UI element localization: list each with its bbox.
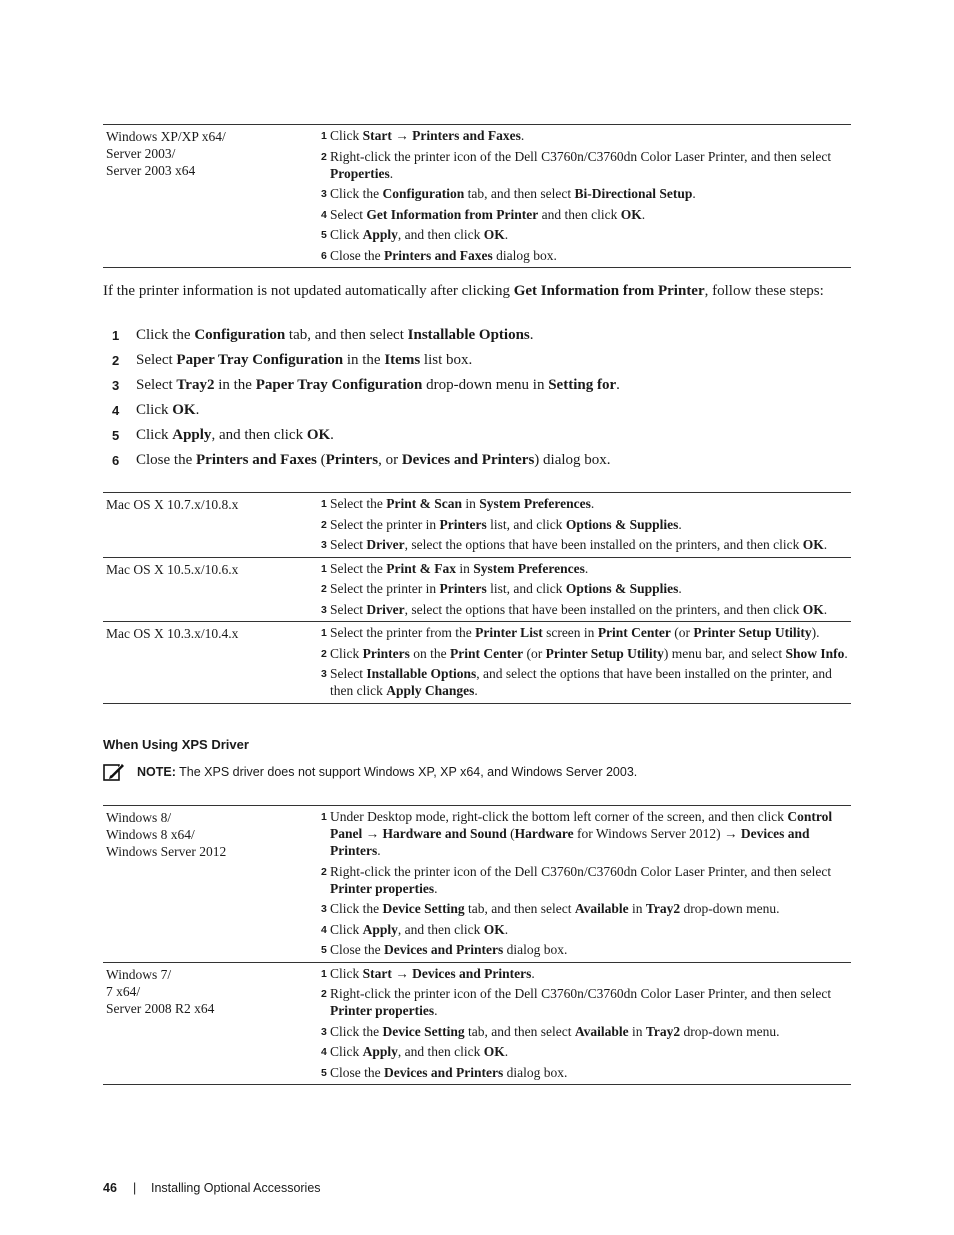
step-number: 4	[321, 923, 327, 936]
page-number: 46	[103, 1181, 117, 1195]
step-number: 1	[112, 328, 120, 343]
table-step: 2 Click Printers on the Print Center (or Printer Setup Utility) menu bar, and select Show Info.	[321, 645, 848, 661]
step-text: Click the Configuration tab, and then select Installable Options.	[136, 327, 534, 343]
step-number: 5	[321, 1066, 327, 1079]
os-row	[103, 557, 851, 622]
bold-term: Print Center	[597, 625, 671, 640]
bold-term: Printer List	[475, 625, 543, 640]
bold-term: Printers	[362, 645, 410, 661]
bold-term: Devices and Printers	[384, 1064, 504, 1080]
table-step: 3 Select Driver, select the options that have been installed on the printers, and then click OK.	[321, 601, 828, 617]
os-row	[103, 622, 851, 704]
step-number: 1	[321, 130, 327, 142]
step-item	[103, 351, 843, 376]
os-version: Mac OS X 10.5.x/10.6.x	[106, 561, 239, 577]
bold-term: Hardware and Sound	[382, 826, 507, 841]
step-number: 3	[321, 603, 327, 616]
note-text: The XPS driver does not support Windows XP, XP x64, and Windows Server 2003.	[175, 765, 638, 779]
bold-term: Devices and Printers	[401, 452, 535, 468]
bold-term: Bi-Directional Setup	[574, 186, 693, 201]
table-step: 3 Select Driver, select the options that have been installed on the printers, and then click OK.	[321, 537, 828, 552]
os-steps	[319, 125, 851, 268]
bold-term: Configuration	[194, 327, 286, 343]
bold-term: Start	[362, 128, 392, 143]
step-item	[103, 401, 843, 426]
table-step: 2 Select the printer in Printers list, and click Options & Supplies.	[321, 581, 682, 596]
bold-term: Options & Supplies	[565, 516, 679, 532]
bold-term: Get Information from Printer	[513, 283, 705, 299]
bold-term: Hardware	[514, 826, 574, 841]
os-steps	[319, 557, 851, 622]
table-step: 5 Close the Devices and Printers dialog box.	[321, 1064, 568, 1080]
bold-term: Apply	[172, 427, 212, 443]
bold-term: Available	[574, 901, 629, 916]
table-step: 4 Click Apply, and then click OK.	[321, 1044, 509, 1059]
step-number: 1	[321, 811, 327, 823]
step-text: Select Paper Tray Configuration in the Items list box.	[136, 352, 473, 368]
bold-term: Device Setting	[382, 901, 465, 916]
step-number: 5	[112, 428, 120, 443]
table-step: 3 Select Installable Options, and select the options that have been installed on the printer, and then click Apply Changes.	[321, 666, 832, 698]
step-text: Click OK.	[136, 402, 200, 418]
step-text: Select Tray2 in the Paper Tray Configuration drop-down menu in Setting for.	[136, 377, 620, 393]
bold-term: Configuration	[382, 186, 465, 201]
table-step: 1 Select the printer from the Printer List screen in Print Center (or Printer Setup Utility).	[321, 625, 820, 640]
bold-term: Driver	[366, 537, 405, 552]
table-step: 4 Select Get Information from Printer and then click OK.	[321, 206, 646, 222]
bold-term: Printer properties	[330, 1003, 435, 1018]
step-number: 3	[112, 378, 120, 393]
table-step: 5 Click Apply, and then click OK.	[321, 227, 509, 242]
table-step: 3 Click the Configuration tab, and then select Bi-Directional Setup.	[321, 186, 696, 201]
step-number: 2	[321, 518, 327, 531]
bold-term: Apply	[362, 1044, 398, 1059]
step-number: 1	[321, 967, 327, 980]
bold-term: Printers	[439, 516, 487, 532]
main-steps-list	[103, 326, 843, 476]
bold-term: Apply	[362, 921, 398, 937]
os-version: Windows XP/XP x64/ Server 2003/ Server 2003 x64	[106, 129, 226, 178]
bold-term: Properties	[330, 165, 390, 181]
bold-term: Driver	[366, 601, 405, 617]
bold-term: OK	[306, 427, 331, 443]
bold-term: Printer Setup Utility	[545, 645, 664, 661]
bold-term: OK	[172, 402, 196, 418]
bold-term: Print Center	[449, 645, 524, 661]
step-number: 3	[321, 668, 327, 680]
step-number: 3	[321, 903, 327, 915]
bold-term: OK	[483, 921, 505, 937]
step-number: 4	[321, 208, 327, 221]
table-step: 6 Close the Printers and Faxes dialog box.	[321, 247, 557, 263]
table-step: 2 Right-click the printer icon of the Dell C3760n/C3760dn Color Laser Printer, and then select Printer properties.	[321, 863, 832, 896]
step-number: 2	[321, 865, 327, 878]
bold-term: Devices and Printers	[412, 965, 532, 981]
os-row	[103, 962, 851, 1085]
step-item	[103, 376, 843, 401]
bold-term: Tray2	[176, 377, 215, 393]
step-number: 1	[321, 498, 327, 510]
step-number: 2	[112, 353, 120, 368]
step-text: Close the Printers and Faxes (Printers, or Devices and Printers) dialog box.	[136, 452, 611, 468]
os-version: Mac OS X 10.3.x/10.4.x	[106, 626, 239, 641]
step-number: 3	[321, 539, 327, 551]
bold-term: Apply Changes	[386, 683, 475, 698]
bold-term: Paper Tray Configuration	[176, 352, 344, 368]
intro-paragraph: If the printer information is not updated automatically after clicking Get Information from Printer, follow these steps:	[103, 283, 824, 299]
table-step: 1 Select the Print & Scan in System Preferences.	[321, 496, 595, 511]
step-number: 4	[321, 1046, 327, 1058]
bold-term: Tray2	[645, 1023, 681, 1039]
bold-term: Printers	[439, 581, 487, 596]
bold-term: Devices and Printers	[330, 826, 810, 858]
table-step: 4 Click Apply, and then click OK.	[321, 921, 509, 937]
mac-os-table	[103, 492, 851, 704]
bold-term: Print & Scan	[386, 496, 462, 511]
step-number: 3	[321, 1025, 327, 1038]
os-version: Windows 8/ Windows 8 x64/ Windows Server 2012	[106, 810, 227, 859]
table-step: 3 Click the Device Setting tab, and then select Available in Tray2 drop-down menu.	[321, 901, 780, 916]
note-pencil-icon	[103, 762, 125, 782]
step-number: 1	[321, 562, 327, 575]
bold-term: Options & Supplies	[565, 581, 679, 596]
os-steps	[319, 962, 851, 1085]
windows-xps-table	[103, 805, 851, 1085]
os-version: Mac OS X 10.7.x/10.8.x	[106, 497, 239, 512]
table-step: 2 Right-click the printer icon of the Dell C3760n/C3760dn Color Laser Printer, and then select Properties.	[321, 148, 832, 181]
bold-term: Device Setting	[382, 1023, 465, 1039]
os-row	[103, 806, 851, 963]
bold-term: OK	[802, 601, 824, 617]
step-number: 4	[112, 403, 120, 418]
bold-term: System Preferences	[479, 496, 591, 511]
step-number: 5	[321, 229, 327, 241]
bold-term: Start	[362, 965, 392, 981]
bold-term: Paper Tray Configuration	[255, 377, 423, 393]
table-step: 1 Select the Print & Fax in System Preferences.	[321, 560, 589, 576]
bold-term: Print & Fax	[386, 560, 456, 576]
step-number: 1	[321, 627, 327, 639]
step-number: 3	[321, 188, 327, 200]
step-number: 6	[321, 249, 327, 262]
step-number: 2	[321, 150, 327, 163]
step-item	[103, 426, 843, 451]
bold-term: Printers and Faxes	[384, 247, 493, 263]
bold-term: Available	[574, 1023, 629, 1039]
bold-term: Devices and Printers	[384, 942, 504, 957]
bold-term: Control Panel	[330, 809, 833, 841]
bold-term: Show Info	[785, 645, 845, 661]
step-number: 2	[321, 988, 327, 1000]
bold-term: Printers and Faxes	[412, 128, 521, 143]
table-step: 2 Select the printer in Printers list, and click Options & Supplies.	[321, 516, 682, 532]
os-steps	[319, 622, 851, 704]
bold-term: OK	[802, 537, 824, 552]
step-number: 2	[321, 583, 327, 595]
bold-term: Installable Options	[366, 666, 477, 681]
bold-term: Items	[384, 352, 421, 368]
windows-xp-table	[103, 124, 851, 268]
bold-term: Setting for	[548, 377, 617, 393]
bold-term: OK	[620, 206, 642, 222]
os-row	[103, 493, 851, 558]
bold-term: OK	[483, 227, 505, 242]
table-step: 1 Under Desktop mode, right-click the bottom left corner of the screen, and then click Control Panel → Hardware and Sound (Hardware for Windows Server 2012) → Devices and Printers.	[321, 809, 833, 858]
table-step: 1 Click Start → Devices and Printers.	[321, 965, 535, 981]
xps-heading: When Using XPS Driver	[103, 737, 249, 752]
table-step: 5 Close the Devices and Printers dialog box.	[321, 942, 568, 957]
step-number: 6	[112, 453, 120, 468]
bold-term: Tray2	[645, 901, 681, 916]
bold-term: Apply	[362, 227, 398, 242]
os-steps	[319, 493, 851, 558]
bold-term: Printer Setup Utility	[693, 625, 812, 640]
table-step: 2 Right-click the printer icon of the Dell C3760n/C3760dn Color Laser Printer, and then select Printer properties.	[321, 986, 832, 1018]
step-number: 5	[321, 944, 327, 956]
footer-separator: |	[133, 1181, 137, 1195]
table-step: 3 Click the Device Setting tab, and then select Available in Tray2 drop-down menu.	[321, 1023, 780, 1039]
note-label: NOTE:	[137, 765, 176, 779]
step-text: Click Apply, and then click OK.	[136, 427, 334, 443]
section-title: Installing Optional Accessories	[151, 1181, 321, 1195]
bold-term: OK	[483, 1044, 505, 1059]
step-number: 2	[321, 647, 327, 660]
bold-term: System Preferences	[473, 560, 585, 576]
bold-term: Printer properties	[330, 880, 435, 896]
bold-term: Printers and Faxes	[196, 452, 317, 468]
bold-term: Installable Options	[407, 327, 530, 343]
step-item	[103, 326, 843, 351]
bold-term: Get Information from Printer	[366, 206, 539, 222]
table-step: 1 Click Start → Printers and Faxes.	[321, 128, 525, 143]
os-version: Windows 7/ 7 x64/ Server 2008 R2 x64	[106, 966, 215, 1016]
os-row	[103, 125, 851, 268]
os-steps	[319, 806, 851, 963]
bold-term: Printers	[325, 452, 379, 468]
step-item	[103, 451, 843, 476]
